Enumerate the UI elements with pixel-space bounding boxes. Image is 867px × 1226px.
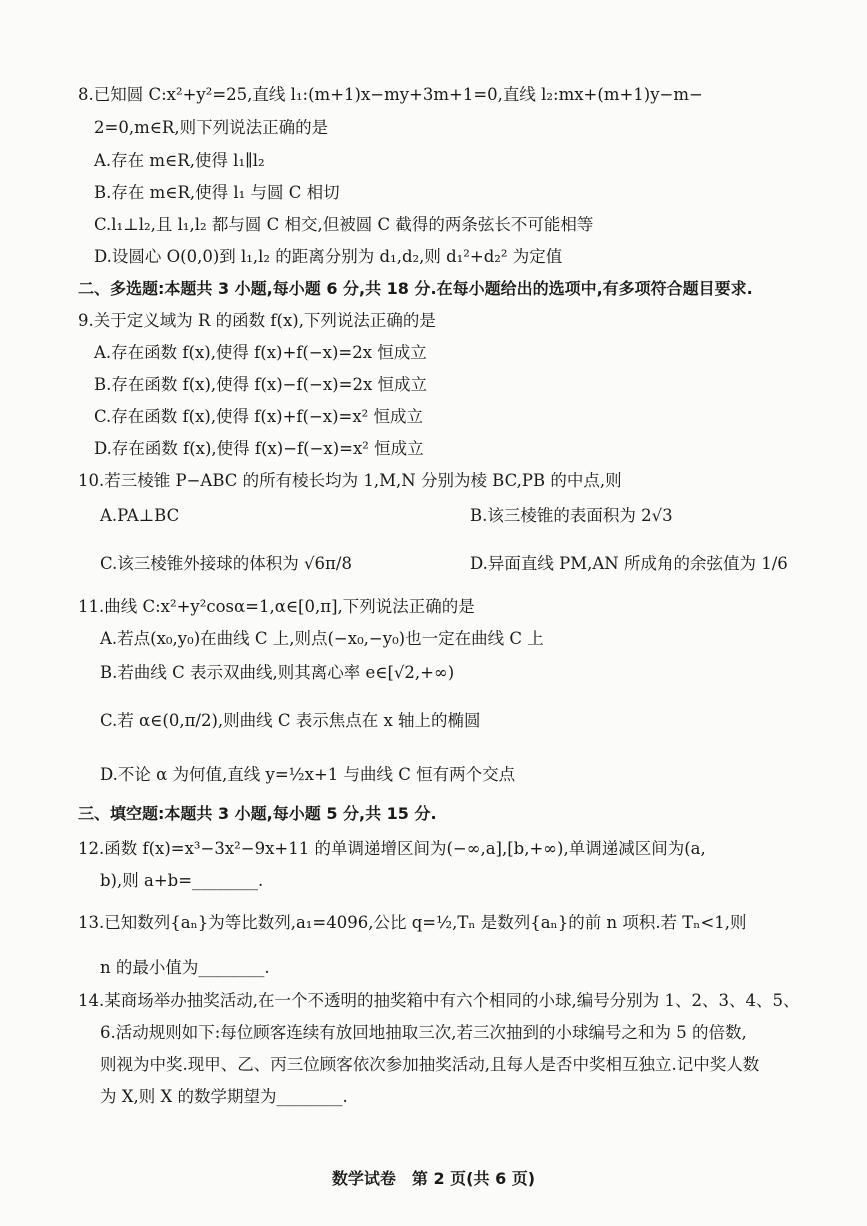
q10-option-c: C.该三棱锥外接球的体积为 √6π/8 [100,554,352,573]
q9-option-b: B.存在函数 f(x),使得 f(x)−f(−x)=2x 恒成立 [94,375,427,394]
q13-line2: n 的最小值为________. [100,958,270,977]
q10-stem: 10.若三棱锥 P−ABC 的所有棱长均为 1,M,N 分别为棱 BC,PB 的中点,则 [78,471,622,490]
q11-option-d: D.不论 α 为何值,直线 y=½x+1 与曲线 C 恒有两个交点 [100,765,516,784]
q11-option-b: B.若曲线 C 表示双曲线,则其离心率 e∈[√2,+∞) [100,663,455,682]
q14-line4: 为 X,则 X 的数学期望为________. [100,1087,348,1106]
q9-option-a: A.存在函数 f(x),使得 f(x)+f(−x)=2x 恒成立 [94,343,427,362]
q8-stem-line2: 2=0,m∈R,则下列说法正确的是 [94,118,329,137]
q12-line1: 12.函数 f(x)=x³−3x²−9x+11 的单调递增区间为(−∞,a],[b,+∞),单调递减区间为(a, [78,839,706,858]
q11-option-c: C.若 α∈(0,π/2),则曲线 C 表示焦点在 x 轴上的椭圆 [100,711,481,730]
q14-line1: 14.某商场举办抽奖活动,在一个不透明的抽奖箱中有六个相同的小球,编号分别为 1、2、3、4、5、 [78,991,800,1010]
q13-line1: 13.已知数列{aₙ}为等比数列,a₁=4096,公比 q=½,Tₙ 是数列{aₙ}的前 n 项积.若 Tₙ<1,则 [78,913,747,932]
page-footer: 数学试卷 第 2 页(共 6 页) [331,1169,536,1188]
q12-line2: b),则 a+b=________. [100,871,264,890]
q10-option-b: B.该三棱锥的表面积为 2√3 [470,506,673,525]
q11-stem: 11.曲线 C:x²+y²cosα=1,α∈[0,π],下列说法正确的是 [78,597,475,616]
section-3-heading: 三、填空题:本题共 3 小题,每小题 5 分,共 15 分. [78,804,437,823]
q8-stem-line1: 8.已知圆 C:x²+y²=25,直线 l₁:(m+1)x−my+3m+1=0,直线 l₂:mx+(m+1)y−m− [78,85,703,104]
q8-option-a: A.存在 m∈R,使得 l₁∥l₂ [94,151,265,170]
q14-line2: 6.活动规则如下:每位顾客连续有放回地抽取三次,若三次抽到的小球编号之和为 5 的倍数, [100,1023,747,1042]
q10-option-d: D.异面直线 PM,AN 所成角的余弦值为 1/6 [470,554,788,573]
q11-option-a: A.若点(x₀,y₀)在曲线 C 上,则点(−x₀,−y₀)也一定在曲线 C 上 [100,629,544,648]
q9-stem: 9.关于定义域为 R 的函数 f(x),下列说法正确的是 [78,311,436,330]
q8-option-d: D.设圆心 O(0,0)到 l₁,l₂ 的距离分别为 d₁,d₂,则 d₁²+d₂² 为定值 [94,247,563,266]
q10-option-a: A.PA⊥BC [100,506,180,525]
q9-option-d: D.存在函数 f(x),使得 f(x)−f(−x)=x² 恒成立 [94,439,424,458]
section-2-heading: 二、多选题:本题共 3 小题,每小题 6 分,共 18 分.在每小题给出的选项中,有多项符合题目要求. [78,279,753,298]
q14-line3: 则视为中奖.现甲、乙、丙三位顾客依次参加抽奖活动,且每人是否中奖相互独立.记中奖人数 [100,1055,760,1074]
q9-option-c: C.存在函数 f(x),使得 f(x)+f(−x)=x² 恒成立 [94,407,424,426]
q8-option-c: C.l₁⊥l₂,且 l₁,l₂ 都与圆 C 相交,但被圆 C 截得的两条弦长不可能相等 [94,215,594,234]
q8-option-b: B.存在 m∈R,使得 l₁ 与圆 C 相切 [94,183,340,202]
